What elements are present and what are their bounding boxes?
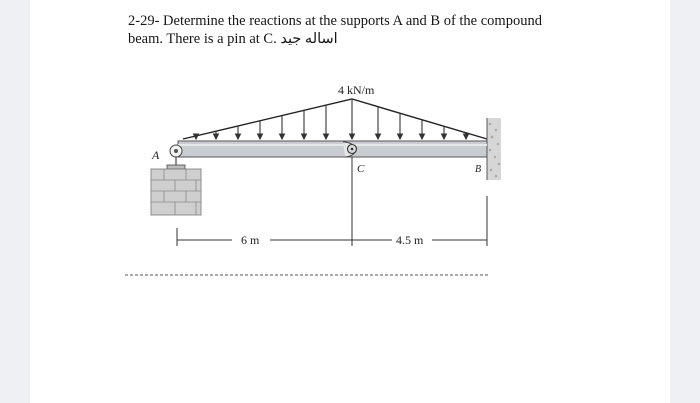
support-a-label: A: [152, 148, 160, 162]
span-ac-label: 6 m: [241, 233, 260, 247]
load-label: 4 kN/m: [338, 83, 375, 97]
beam: [178, 141, 487, 157]
problem-line-2: beam. There is a pin at C.: [128, 31, 277, 47]
brick-pier-a: [151, 169, 201, 215]
fixed-wall-b: [487, 118, 501, 180]
load-outline: [183, 99, 487, 139]
support-b-label: B: [475, 164, 482, 175]
span-cb-label: 4.5 m: [396, 233, 424, 247]
problem-line-1: 2-29- Determine the reactions at the supports A and B of the compound: [128, 13, 542, 29]
pin-c-label: C: [357, 163, 365, 175]
distributed-load: [183, 83, 487, 139]
load-arrows: [196, 100, 466, 139]
dimensions: [177, 157, 487, 247]
arabic-note: اساله جيد: [280, 31, 338, 47]
